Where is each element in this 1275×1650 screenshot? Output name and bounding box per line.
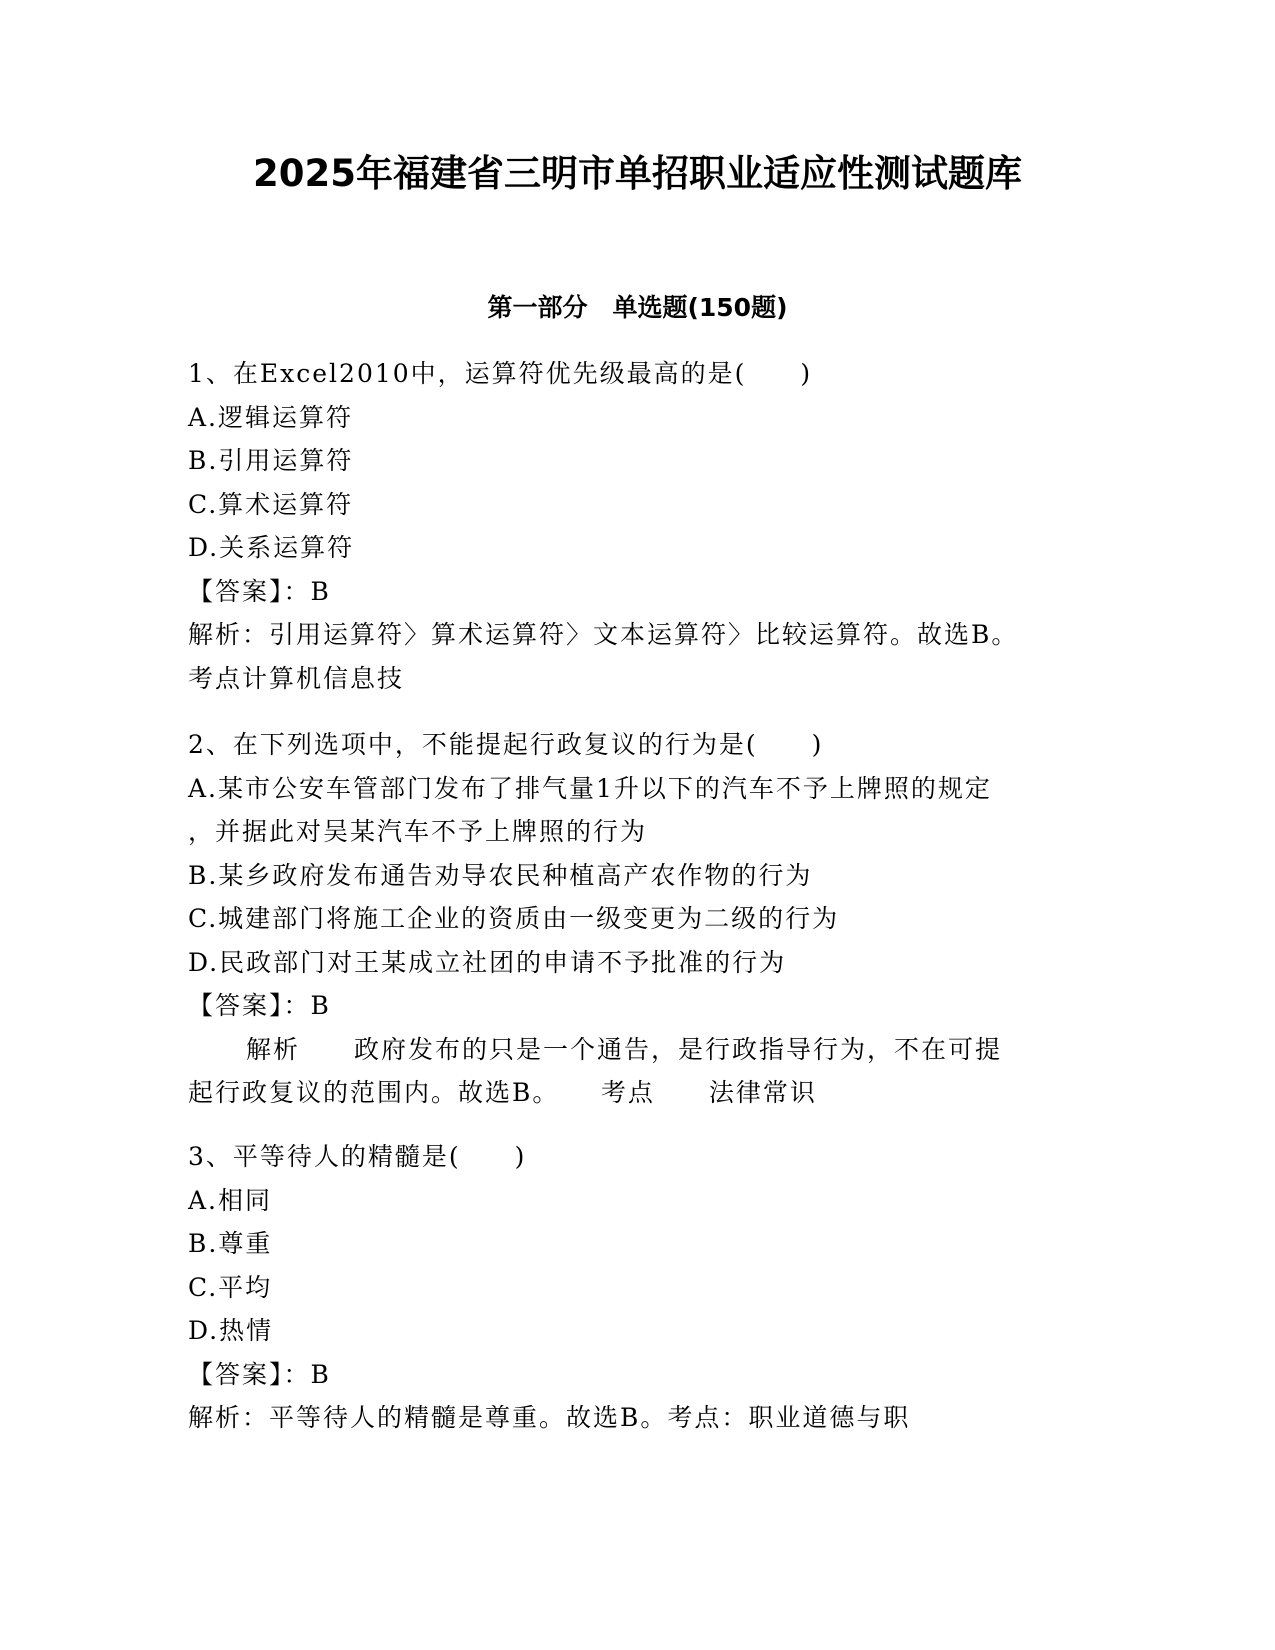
question-stem: 1、在Excel2010中，运算符优先级最高的是( ) (188, 359, 813, 388)
analysis-line: 起行政复议的范围内。故选B。 考点 法律常识 (188, 1078, 817, 1107)
option-b: B.某乡政府发布通告劝导农民种植高产农作物的行为 (188, 860, 813, 890)
analysis-line: 考点计算机信息技 (188, 663, 405, 693)
option-b: B.尊重 (188, 1229, 273, 1258)
answer-line: 【答案】：B (188, 576, 331, 606)
option-c: C.算术运算符 (188, 489, 354, 519)
option-c: C.城建部门将施工企业的资质由一级变更为二级的行为 (188, 904, 840, 933)
question-stem: 3、平等待人的精髓是( ) (188, 1142, 527, 1171)
option-a: A.某市公安车管部门发布了排气量1升以下的汽车不予上牌照的规定 (188, 773, 992, 803)
question-block-3 (188, 1135, 1088, 1440)
option-d: D.热情 (188, 1316, 274, 1345)
option-a: A.相同 (188, 1185, 273, 1215)
option-d: D.关系运算符 (188, 533, 355, 562)
question-block-1 (188, 352, 1088, 700)
option-a-continued: ，并据此对吴某汽车不予上牌照的行为 (188, 817, 648, 846)
question-block-2 (188, 723, 1088, 1115)
analysis-line: 解析 政府发布的只是一个通告，是行政指导行为，不在可提 (246, 1034, 1003, 1064)
answer-line: 【答案】：B (188, 1359, 331, 1389)
option-a: A.逻辑运算符 (188, 402, 354, 432)
analysis-line: 解析：平等待人的精髓是尊重。故选B。考点：职业道德与职 (188, 1403, 911, 1432)
question-stem: 2、在下列选项中，不能提起行政复议的行为是( ) (188, 730, 824, 759)
option-c: C.平均 (188, 1272, 273, 1302)
section-title: 第一部分 单选题(150题) (487, 293, 788, 322)
option-d: D.民政部门对王某成立社团的申请不予批准的行为 (188, 947, 787, 977)
analysis-line: 解析：引用运算符〉算术运算符〉文本运算符〉比较运算符。故选B。 (188, 620, 1019, 649)
document-title: 2025年福建省三明市单招职业适应性测试题库 (253, 152, 1022, 195)
answer-line: 【答案】：B (188, 991, 331, 1020)
option-b: B.引用运算符 (188, 446, 354, 475)
